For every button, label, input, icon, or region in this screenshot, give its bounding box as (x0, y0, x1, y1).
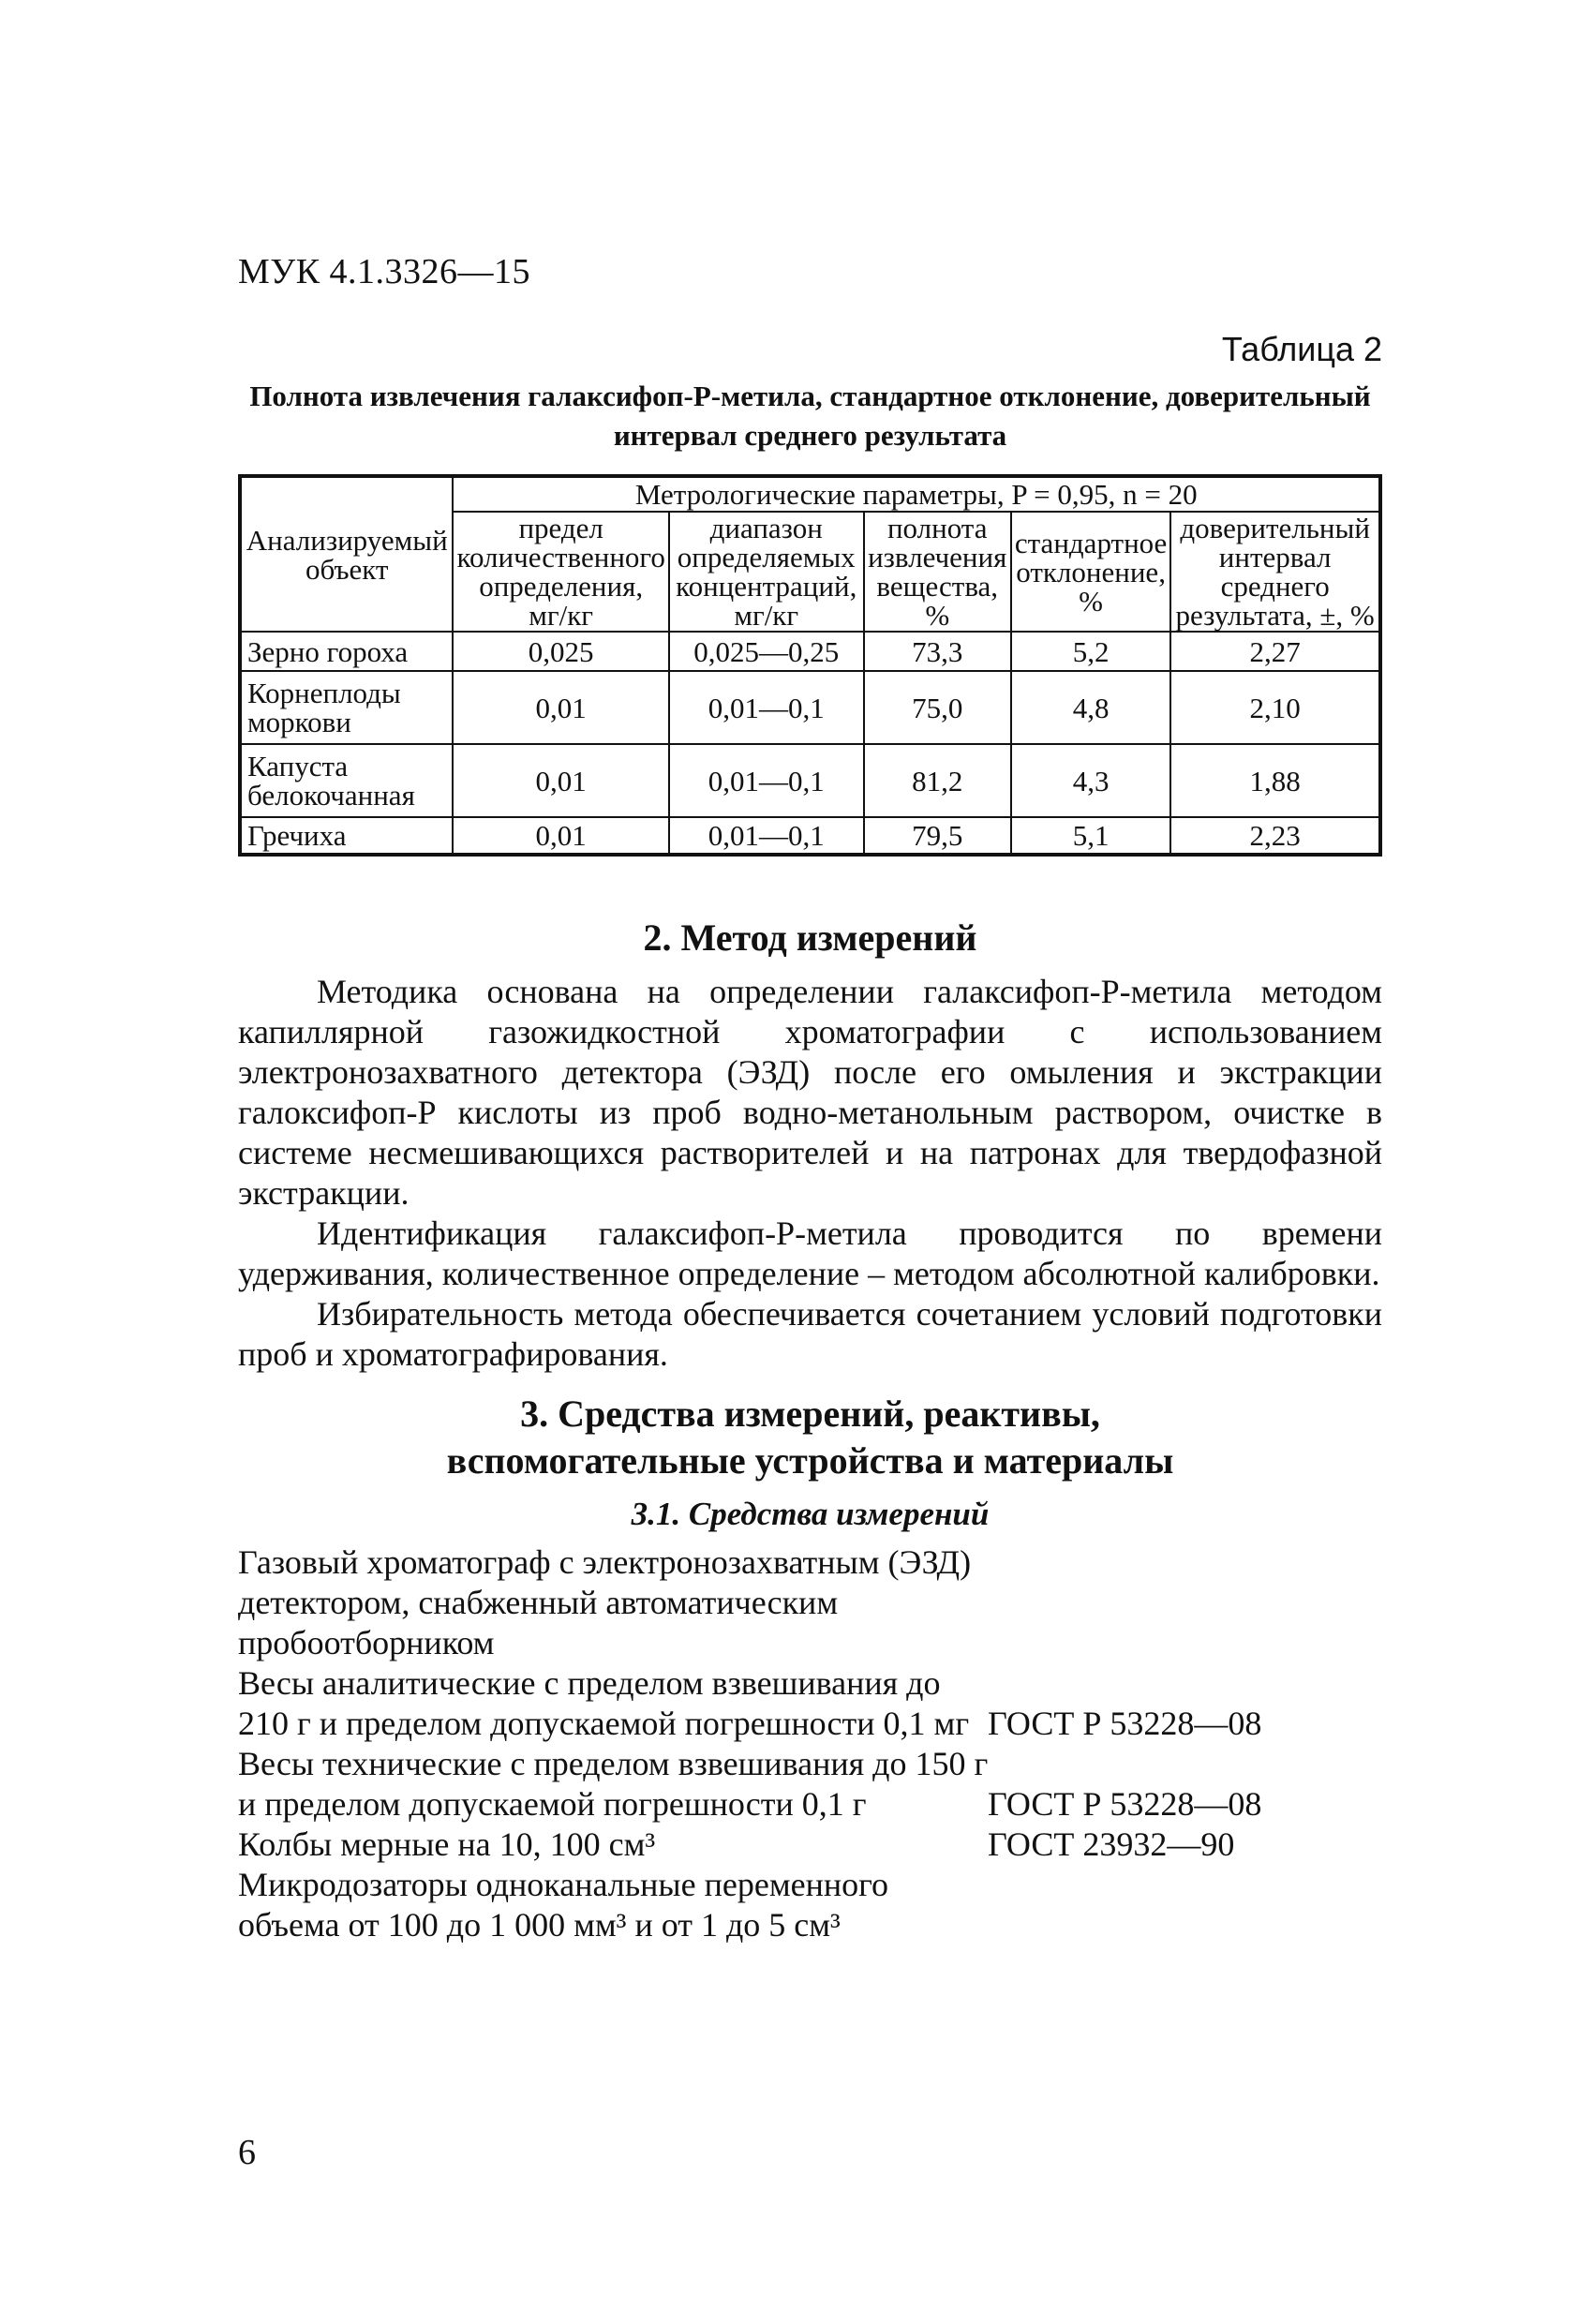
cell-loq: 0,01 (453, 671, 668, 744)
cell-object: Корнеплоды моркови (240, 671, 453, 744)
column-header-ci: доверительный интервал среднего результата, ±, % (1170, 512, 1380, 632)
list-item (238, 1744, 1382, 1825)
paragraph-identification: Идентификация галаксифоп-Р-метила проводится по времени удерживания, количественное определение – методом абсолютной калибровки. (238, 1214, 1382, 1292)
instrument-list (238, 1542, 1382, 1945)
item-text: Весы аналитические с пределом взвешивания до 210 г и пределом допускаемой погрешности 0,1 мг (238, 1664, 970, 1742)
table-title: Полнота извлечения галаксифоп-Р-метила, стандартное отклонение, доверительный интервал среднего результата (249, 380, 1371, 452)
cell-object: Капуста белокочанная (240, 744, 453, 817)
item-standard: ГОСТ Р 53228—08 (988, 1785, 1262, 1823)
item-text: Микродозаторы одноканальные переменного объема от 100 до 1 000 мм³ и от 1 до 5 см³ (238, 1866, 888, 1944)
table-row (240, 744, 1380, 817)
page-number: 6 (238, 2133, 256, 2172)
cell-ci: 2,27 (1170, 632, 1380, 671)
cell-range: 0,01—0,1 (669, 817, 864, 855)
list-item (238, 1663, 1382, 1744)
cell-range: 0,01—0,1 (669, 744, 864, 817)
cell-sd: 4,8 (1011, 671, 1170, 744)
column-header-object: Анализируемый объект (240, 476, 453, 632)
metrology-table (238, 474, 1382, 857)
cell-ci: 2,23 (1170, 817, 1380, 855)
paragraph-selectivity: Избирательность метода обеспечивается сочетанием условий подготовки проб и хроматографирования. (238, 1295, 1382, 1373)
section-3-heading-line-1: 3. Средства измерений, реактивы, (520, 1393, 1100, 1435)
list-item (238, 1542, 1382, 1663)
cell-recovery: 79,5 (864, 817, 1011, 855)
list-item (238, 1865, 1382, 1945)
cell-recovery: 81,2 (864, 744, 1011, 817)
column-header-range: диапазон определяемых концентраций, мг/кг (669, 512, 864, 632)
document-code: МУК 4.1.3326—15 (238, 252, 531, 291)
table-row (240, 632, 1380, 671)
cell-ci: 1,88 (1170, 744, 1380, 817)
cell-recovery: 75,0 (864, 671, 1011, 744)
cell-sd: 5,2 (1011, 632, 1170, 671)
paragraph-method: Методика основана на определении галаксифоп-Р-метила методом капиллярной газожидкостной хроматографии с использованием электронозахватного детектора (ЭЗД) после его омыления и экстракции галоксифоп-Р кислоты из проб водно-метанольным раствором, очистке в системе несмешивающихся растворителей и на патронах для твердофазной экстракции. (238, 973, 1382, 1212)
column-header-sd: стандартное отклонение, % (1011, 512, 1170, 632)
column-header-recovery: полнота извлечения вещества, % (864, 512, 1011, 632)
cell-loq: 0,01 (453, 744, 668, 817)
section-2-heading: 2. Метод измерений (643, 916, 977, 959)
table-row (240, 817, 1380, 855)
cell-sd: 4,3 (1011, 744, 1170, 817)
cell-object: Гречиха (240, 817, 453, 855)
group-header: Метрологические параметры, P = 0,95, n = 20 (453, 476, 1380, 512)
section-3-heading-line-2: вспомогательные устройства и материалы (446, 1439, 1174, 1482)
subsection-3-1-heading: 3.1. Средства измерений (631, 1496, 990, 1532)
list-item (238, 1825, 1382, 1865)
table-row (240, 671, 1380, 744)
item-text: Газовый хроматограф с электронозахватным (ЭЗД) детектором, снабженный автоматическим пробоотборником (238, 1543, 972, 1661)
cell-range: 0,025—0,25 (669, 632, 864, 671)
cell-loq: 0,025 (453, 632, 668, 671)
cell-recovery: 73,3 (864, 632, 1011, 671)
cell-ci: 2,10 (1170, 671, 1380, 744)
table-label: Таблица 2 (1221, 330, 1382, 368)
cell-sd: 5,1 (1011, 817, 1170, 855)
cell-object: Зерно гороха (240, 632, 453, 671)
cell-loq: 0,01 (453, 817, 668, 855)
column-header-loq: предел количественного определения, мг/кг (453, 512, 668, 632)
cell-range: 0,01—0,1 (669, 671, 864, 744)
item-text: Колбы мерные на 10, 100 см³ (238, 1825, 656, 1863)
item-standard: ГОСТ Р 53228—08 (988, 1705, 1262, 1742)
item-text: Весы технические с пределом взвешивания до 150 г и пределом допускаемой погрешности 0,1 г (238, 1745, 989, 1823)
item-standard: ГОСТ 23932—90 (988, 1825, 1235, 1863)
